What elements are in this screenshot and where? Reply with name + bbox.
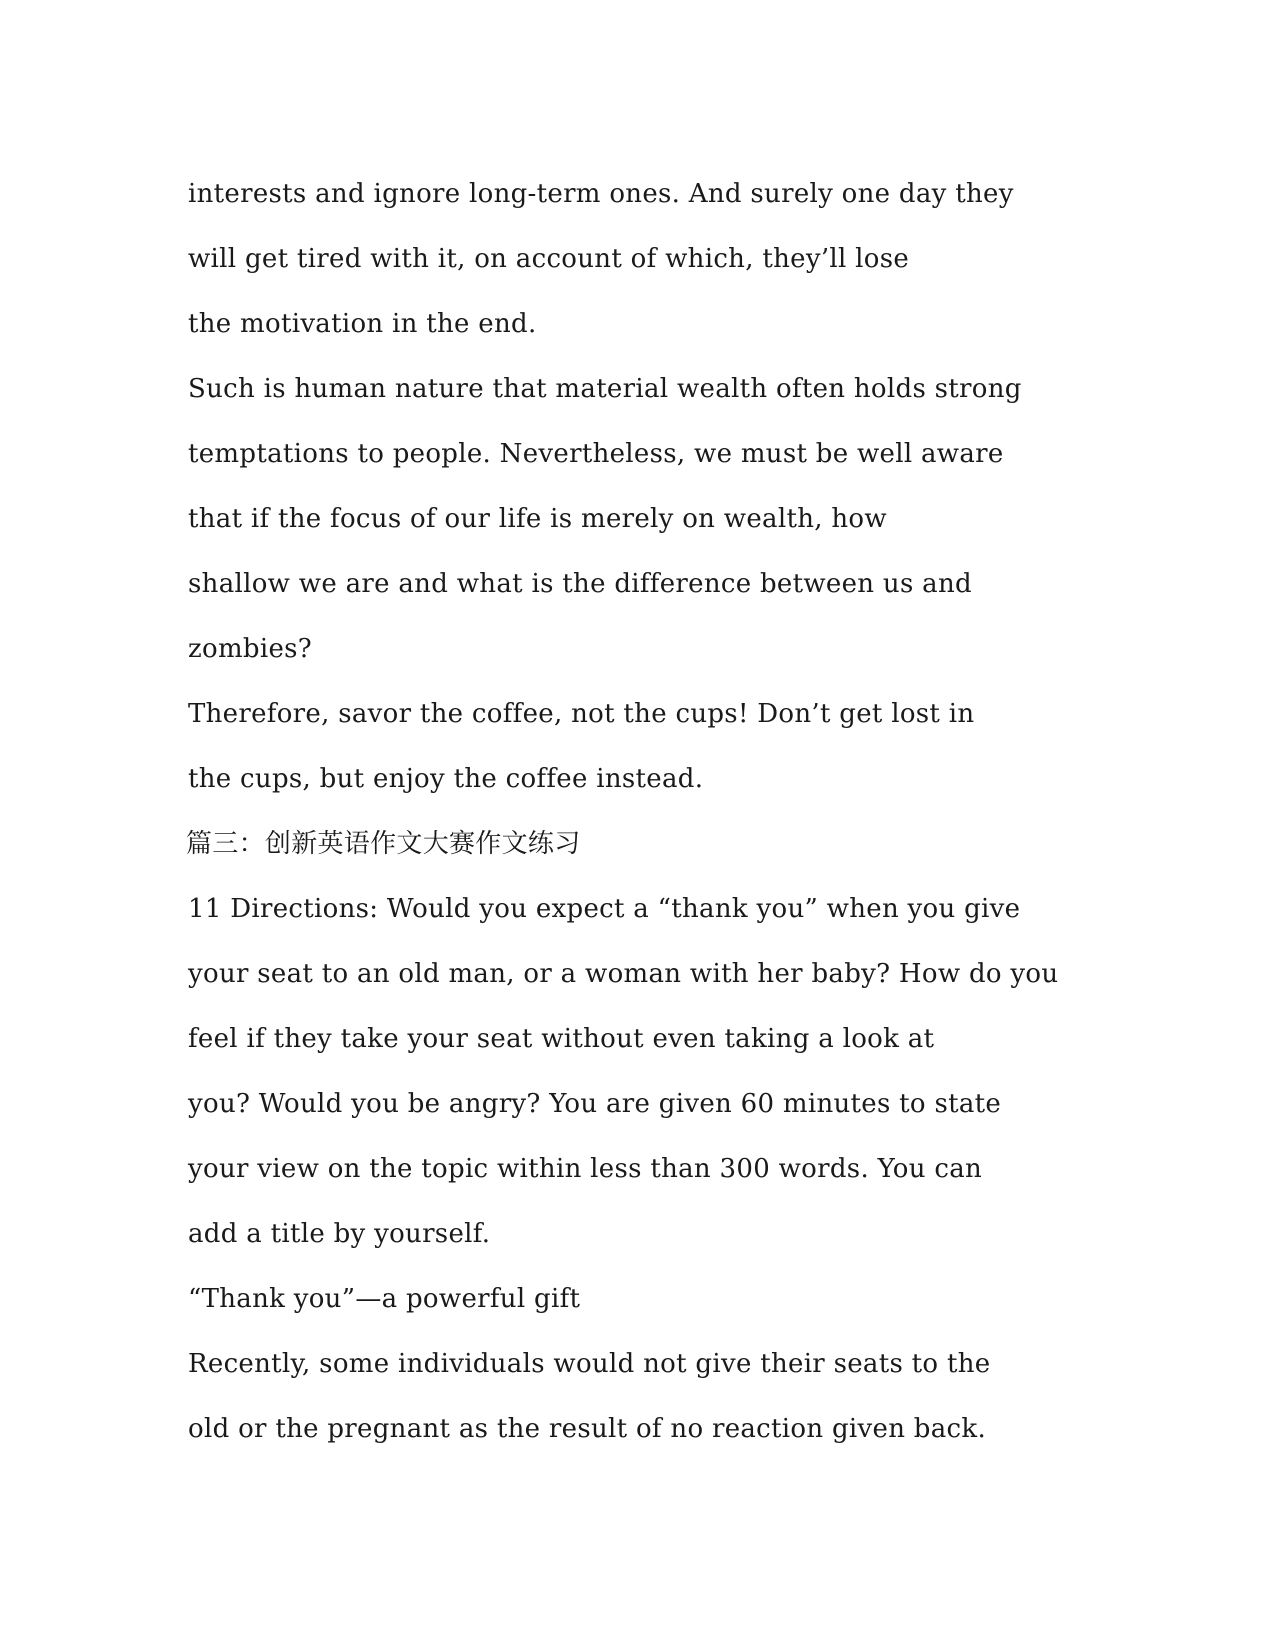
text-line: old or the pregnant as the result of no reaction given back. bbox=[188, 1414, 987, 1444]
text-line: Such is human nature that material wealth often holds strong bbox=[188, 374, 1022, 404]
section-heading: 篇三：创新英语作文大赛作文练习 bbox=[186, 829, 581, 859]
text-line: your seat to an old man, or a woman with her baby? How do you bbox=[188, 959, 1059, 989]
text-line: your view on the topic within less than 300 words. You can bbox=[188, 1154, 983, 1184]
text-line: feel if they take your seat without even taking a look at bbox=[188, 1024, 935, 1054]
text-line: that if the focus of our life is merely on wealth, how bbox=[188, 504, 887, 534]
text-line: shallow we are and what is the difference between us and bbox=[188, 569, 972, 599]
text-line: you? Would you be angry? You are given 60 minutes to state bbox=[188, 1089, 1002, 1119]
text-line: Therefore, savor the coffee, not the cups! Don’t get lost in bbox=[188, 699, 975, 729]
text-line: temptations to people. Nevertheless, we must be well aware bbox=[188, 439, 1004, 469]
text-line: add a title by yourself. bbox=[188, 1219, 491, 1249]
text-line: the cups, but enjoy the coffee instead. bbox=[188, 764, 704, 794]
text-line: interests and ignore long-term ones. And surely one day they bbox=[188, 179, 1014, 209]
essay-title: “Thank you”—a powerful gift bbox=[188, 1284, 581, 1314]
text-line: Recently, some individuals would not give their seats to the bbox=[188, 1349, 991, 1379]
text-line: will get tired with it, on account of which, they’ll lose bbox=[188, 244, 910, 274]
text-line: the motivation in the end. bbox=[188, 309, 537, 339]
text-line: zombies? bbox=[188, 634, 313, 664]
text-line: 11 Directions: Would you expect a “thank you” when you give bbox=[188, 894, 1021, 924]
